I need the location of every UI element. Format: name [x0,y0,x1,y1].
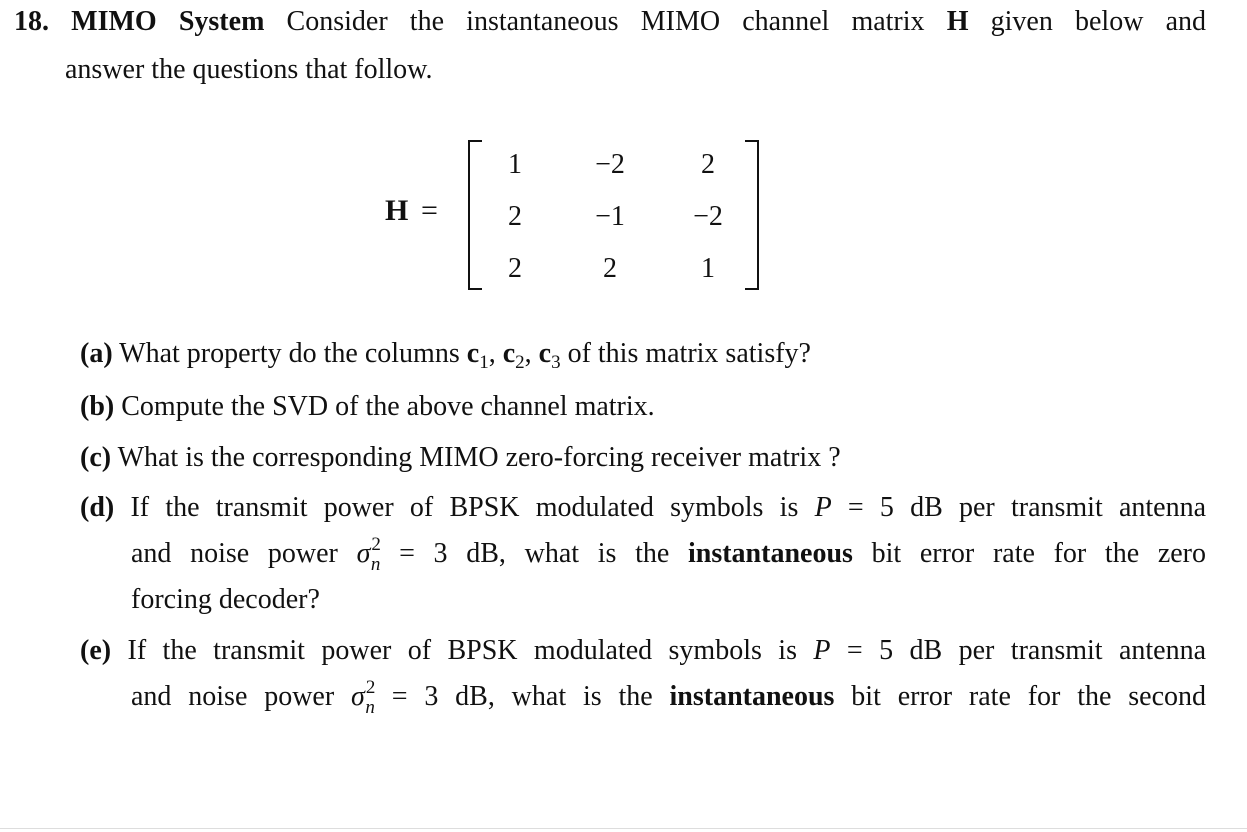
sigma-symbol: σ [351,681,365,712]
question-a [80,336,811,375]
matrix-equals: = [421,194,438,227]
emphasis-word: instantaneous [687,538,853,569]
page-bottom-divider [0,828,1247,829]
channel-matrix [385,138,765,290]
problem-number: 18. [14,6,49,37]
power-value: = 5 dB per transmit antenna [847,492,1207,523]
matrix-cell: 1 [508,149,522,180]
matrix-right-bracket [745,140,759,290]
question-c-tag: (c) [80,442,112,473]
column-c3-sub: 3 [551,352,561,373]
question-b [80,389,655,425]
sigma-superscript: 2 [365,677,376,698]
sigma-superscript: 2 [371,534,381,555]
problem-intro-end: given below and [990,6,1207,37]
matrix-cell: −2 [595,149,625,180]
problem-title: MIMO System [71,6,265,37]
question-e-text: and noise power [131,681,335,712]
noise-value: = 3 dB, what is the [399,538,670,569]
matrix-left-bracket [468,140,482,290]
question-d-line3 [131,582,320,618]
question-a-text: What property do the columns [119,338,460,369]
question-d-text: and noise power [131,538,338,569]
question-e-line1 [80,633,1206,669]
question-d-line1 [80,490,1206,526]
column-c3: c [538,338,552,369]
column-c1: c [466,338,480,369]
question-e-line2 [131,679,1206,718]
column-c2-sub: 2 [515,352,525,373]
matrix-cell: 2 [603,253,617,284]
matrix-symbol-inline: H [946,6,969,37]
matrix-cell: 2 [701,149,715,180]
question-e-tag: (e) [80,635,112,666]
sigma-subscript: n [365,697,375,718]
question-a-text-end: of this matrix satisfy? [567,338,811,369]
question-a-tag: (a) [80,338,113,369]
question-e-text: bit error rate for the second [851,681,1207,712]
question-d-text: If the transmit power of BPSK modulated symbols is [130,492,799,523]
matrix-cell: −1 [595,201,625,232]
question-d-text: forcing decoder? [131,584,320,615]
question-c-text: What is the corresponding MIMO zero-forcing receiver matrix ? [117,442,841,473]
column-c1-sub: 1 [479,352,489,373]
problem-intro-line2-text: answer the questions that follow. [65,54,433,85]
sigma-symbol: σ [356,538,371,569]
separator: , [524,338,532,369]
question-b-text: Compute the SVD of the above channel matrix. [121,391,655,422]
column-c2: c [502,338,516,369]
problem-header-line [14,4,1206,40]
sigma-subscript: n [370,554,381,575]
matrix-cell: 2 [508,253,522,284]
noise-value: = 3 dB, what is the [391,681,653,712]
problem-intro-line2 [65,52,433,88]
power-value: = 5 dB per transmit antenna [846,635,1207,666]
problem-intro: Consider the instantaneous MIMO channel matrix [286,6,925,37]
question-d-tag: (d) [80,492,115,523]
question-d-text: bit error rate for the zero [871,538,1206,569]
power-symbol: P [814,492,832,523]
matrix-label: H [385,194,409,227]
matrix-cell: 1 [701,253,715,284]
question-e-text: If the transmit power of BPSK modulated symbols is [127,635,797,666]
question-b-tag: (b) [80,391,115,422]
separator: , [488,338,496,369]
matrix-cell: 2 [508,201,522,232]
question-d-line2 [131,536,1206,575]
question-c [80,440,841,476]
emphasis-word: instantaneous [669,681,835,712]
matrix-cell: −2 [693,201,723,232]
power-symbol: P [813,635,831,666]
